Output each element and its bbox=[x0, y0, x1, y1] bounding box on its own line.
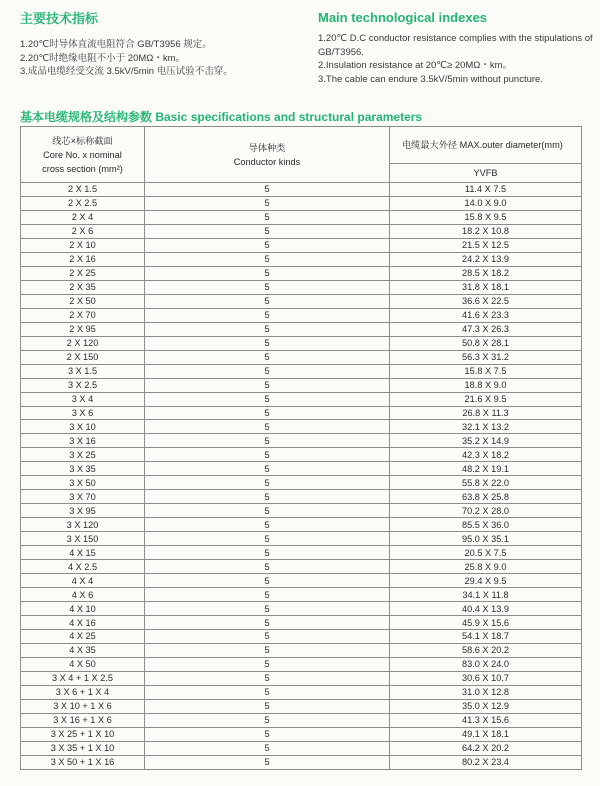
cell-outer-diameter: 11.4 X 7.5 bbox=[390, 183, 582, 197]
cell-core-section: 4 X 16 bbox=[21, 616, 145, 630]
table-row bbox=[21, 252, 582, 266]
header-conductor-en: Conductor kinds bbox=[233, 156, 301, 167]
cell-conductor-kind: 5 bbox=[145, 532, 390, 546]
header-type: YVFB bbox=[390, 164, 582, 183]
table-row bbox=[21, 713, 582, 727]
table-row bbox=[21, 741, 582, 755]
table-row bbox=[21, 406, 582, 420]
cell-core-section: 2 X 6 bbox=[21, 224, 145, 238]
header-core-en: Core No. x nominal bbox=[43, 149, 122, 160]
cell-conductor-kind: 5 bbox=[145, 308, 390, 322]
table-row bbox=[21, 546, 582, 560]
cell-core-section: 3 X 70 bbox=[21, 490, 145, 504]
cell-outer-diameter: 36.6 X 22.5 bbox=[390, 294, 582, 308]
table-row bbox=[21, 657, 582, 671]
cell-outer-diameter: 21.5 X 12.5 bbox=[390, 238, 582, 252]
table-row bbox=[21, 476, 582, 490]
cell-core-section: 2 X 35 bbox=[21, 280, 145, 294]
tech-index-en-2: 2.Insulation resistance at 20℃≥ 20MΩ・km。 bbox=[318, 60, 513, 72]
cell-outer-diameter: 31.0 X 12.8 bbox=[390, 685, 582, 699]
table-row bbox=[21, 196, 582, 210]
table-row bbox=[21, 727, 582, 741]
cell-outer-diameter: 64.2 X 20.2 bbox=[390, 741, 582, 755]
cell-conductor-kind: 5 bbox=[145, 322, 390, 336]
table-row bbox=[21, 392, 582, 406]
cell-conductor-kind: 5 bbox=[145, 616, 390, 630]
cell-core-section: 3 X 95 bbox=[21, 504, 145, 518]
cell-core-section: 3 X 16 bbox=[21, 434, 145, 448]
cell-core-section: 2 X 50 bbox=[21, 294, 145, 308]
cell-conductor-kind: 5 bbox=[145, 183, 390, 197]
cell-core-section: 4 X 25 bbox=[21, 630, 145, 644]
cell-core-section: 4 X 6 bbox=[21, 588, 145, 602]
table-row bbox=[21, 699, 582, 713]
cell-core-section: 4 X 2.5 bbox=[21, 560, 145, 574]
table-row bbox=[21, 560, 582, 574]
cell-conductor-kind: 5 bbox=[145, 727, 390, 741]
cell-conductor-kind: 5 bbox=[145, 657, 390, 671]
cell-core-section: 3 X 1.5 bbox=[21, 364, 145, 378]
table-row bbox=[21, 602, 582, 616]
table-row bbox=[21, 574, 582, 588]
table-row bbox=[21, 434, 582, 448]
cell-conductor-kind: 5 bbox=[145, 210, 390, 224]
cell-conductor-kind: 5 bbox=[145, 280, 390, 294]
header-conductor-zh: 导体种类 bbox=[248, 142, 286, 153]
cell-outer-diameter: 14.0 X 9.0 bbox=[390, 196, 582, 210]
cell-conductor-kind: 5 bbox=[145, 238, 390, 252]
table-row bbox=[21, 336, 582, 350]
cell-conductor-kind: 5 bbox=[145, 350, 390, 364]
header-max-diameter: 电缆最大外径 MAX.outer diameter(mm) bbox=[390, 127, 582, 164]
table-row bbox=[21, 238, 582, 252]
tech-index-en-1: 1.20℃ D.C conductor resistance complies with the stipulations of GB/T3956. bbox=[318, 33, 593, 58]
table-row bbox=[21, 210, 582, 224]
cell-core-section: 2 X 4 bbox=[21, 210, 145, 224]
cell-conductor-kind: 5 bbox=[145, 560, 390, 574]
table-row bbox=[21, 448, 582, 462]
cell-outer-diameter: 20.5 X 7.5 bbox=[390, 546, 582, 560]
cell-core-section: 2 X 16 bbox=[21, 252, 145, 266]
cell-outer-diameter: 28.5 X 18.2 bbox=[390, 266, 582, 280]
table-row bbox=[21, 294, 582, 308]
cell-conductor-kind: 5 bbox=[145, 294, 390, 308]
cell-conductor-kind: 5 bbox=[145, 671, 390, 685]
cell-core-section: 3 X 35 + 1 X 10 bbox=[21, 741, 145, 755]
cell-core-section: 3 X 150 bbox=[21, 532, 145, 546]
table-row bbox=[21, 490, 582, 504]
cell-outer-diameter: 70.2 X 28.0 bbox=[390, 504, 582, 518]
tech-index-zh-3: 3.成品电缆经受交流 3.5kV/5min 电压试验不击穿。 bbox=[20, 66, 233, 78]
cell-outer-diameter: 50.8 X 28.1 bbox=[390, 336, 582, 350]
cell-conductor-kind: 5 bbox=[145, 336, 390, 350]
cell-outer-diameter: 32.1 X 13.2 bbox=[390, 420, 582, 434]
cell-core-section: 3 X 16 + 1 X 6 bbox=[21, 713, 145, 727]
cell-outer-diameter: 21.6 X 9.5 bbox=[390, 392, 582, 406]
cell-conductor-kind: 5 bbox=[145, 224, 390, 238]
cell-conductor-kind: 5 bbox=[145, 546, 390, 560]
table-row bbox=[21, 420, 582, 434]
cell-conductor-kind: 5 bbox=[145, 448, 390, 462]
cell-core-section: 3 X 4 bbox=[21, 392, 145, 406]
table-row bbox=[21, 322, 582, 336]
cell-conductor-kind: 5 bbox=[145, 574, 390, 588]
cell-conductor-kind: 5 bbox=[145, 518, 390, 532]
cell-outer-diameter: 31.8 X 18.1 bbox=[390, 280, 582, 294]
table-row bbox=[21, 616, 582, 630]
header-conductor bbox=[145, 127, 390, 183]
cell-outer-diameter: 29.4 X 9.5 bbox=[390, 574, 582, 588]
cell-outer-diameter: 80.2 X 23.4 bbox=[390, 755, 582, 769]
spec-table bbox=[20, 126, 582, 770]
header-core-zh: 线芯×标称截面 bbox=[52, 135, 113, 146]
cell-outer-diameter: 18.2 X 10.8 bbox=[390, 224, 582, 238]
table-title: 基本电缆规格及结构参数 Basic specifications and structural parameters bbox=[20, 110, 423, 124]
cell-conductor-kind: 5 bbox=[145, 490, 390, 504]
cell-outer-diameter: 85.5 X 36.0 bbox=[390, 518, 582, 532]
cell-conductor-kind: 5 bbox=[145, 252, 390, 266]
cell-outer-diameter: 35.0 X 12.9 bbox=[390, 699, 582, 713]
cell-core-section: 3 X 25 + 1 X 10 bbox=[21, 727, 145, 741]
cell-core-section: 3 X 35 bbox=[21, 462, 145, 476]
spec-table-body bbox=[21, 183, 582, 770]
cell-core-section: 3 X 2.5 bbox=[21, 378, 145, 392]
cell-outer-diameter: 15.8 X 9.5 bbox=[390, 210, 582, 224]
cell-core-section: 3 X 120 bbox=[21, 518, 145, 532]
cell-outer-diameter: 45.9 X 15.6 bbox=[390, 616, 582, 630]
cell-outer-diameter: 55.8 X 22.0 bbox=[390, 476, 582, 490]
table-row bbox=[21, 280, 582, 294]
cell-outer-diameter: 95.0 X 35.1 bbox=[390, 532, 582, 546]
cell-core-section: 4 X 15 bbox=[21, 546, 145, 560]
table-row bbox=[21, 183, 582, 197]
table-row bbox=[21, 643, 582, 657]
cell-outer-diameter: 18.8 X 9.0 bbox=[390, 378, 582, 392]
cell-core-section: 3 X 4 + 1 X 2.5 bbox=[21, 671, 145, 685]
cell-conductor-kind: 5 bbox=[145, 420, 390, 434]
table-row bbox=[21, 630, 582, 644]
cell-outer-diameter: 15.8 X 7.5 bbox=[390, 364, 582, 378]
cell-core-section: 2 X 25 bbox=[21, 266, 145, 280]
tech-index-zh-2: 2.20℃时绝缘电阻不小于 20MΩ・km。 bbox=[20, 52, 186, 64]
cell-conductor-kind: 5 bbox=[145, 602, 390, 616]
cell-outer-diameter: 30.6 X 10.7 bbox=[390, 671, 582, 685]
cell-conductor-kind: 5 bbox=[145, 713, 390, 727]
cell-conductor-kind: 5 bbox=[145, 643, 390, 657]
section-title-zh: 主要技术指标 bbox=[20, 11, 99, 26]
table-row bbox=[21, 504, 582, 518]
cell-core-section: 2 X 2.5 bbox=[21, 196, 145, 210]
cell-outer-diameter: 24.2 X 13.9 bbox=[390, 252, 582, 266]
cell-outer-diameter: 47.3 X 26.3 bbox=[390, 322, 582, 336]
cell-outer-diameter: 40.4 X 13.9 bbox=[390, 602, 582, 616]
tech-index-zh-1: 1.20℃时导体直流电阻符合 GB/T3956 规定。 bbox=[20, 39, 212, 50]
table-row bbox=[21, 518, 582, 532]
cell-core-section: 2 X 120 bbox=[21, 336, 145, 350]
header-core-section bbox=[21, 127, 145, 183]
tech-indexes-zh bbox=[20, 38, 233, 79]
cell-conductor-kind: 5 bbox=[145, 266, 390, 280]
table-row bbox=[21, 685, 582, 699]
table-row bbox=[21, 364, 582, 378]
cell-core-section: 3 X 25 bbox=[21, 448, 145, 462]
table-row bbox=[21, 462, 582, 476]
table-row bbox=[21, 588, 582, 602]
table-row bbox=[21, 378, 582, 392]
table-row bbox=[21, 350, 582, 364]
cell-core-section: 3 X 6 bbox=[21, 406, 145, 420]
cell-core-section: 3 X 10 bbox=[21, 420, 145, 434]
table-row bbox=[21, 755, 582, 769]
cell-core-section: 2 X 10 bbox=[21, 238, 145, 252]
cell-conductor-kind: 5 bbox=[145, 741, 390, 755]
table-row bbox=[21, 266, 582, 280]
cell-core-section: 4 X 4 bbox=[21, 574, 145, 588]
table-row bbox=[21, 671, 582, 685]
cell-core-section: 4 X 35 bbox=[21, 643, 145, 657]
cell-outer-diameter: 48.2 X 19.1 bbox=[390, 462, 582, 476]
cell-conductor-kind: 5 bbox=[145, 434, 390, 448]
cell-conductor-kind: 5 bbox=[145, 378, 390, 392]
cell-conductor-kind: 5 bbox=[145, 588, 390, 602]
cell-core-section: 3 X 50 bbox=[21, 476, 145, 490]
cell-core-section: 2 X 70 bbox=[21, 308, 145, 322]
tech-index-en-3: 3.The cable can endure 3.5kV/5min without puncture. bbox=[318, 73, 543, 85]
cell-core-section: 3 X 50 + 1 X 16 bbox=[21, 755, 145, 769]
cell-outer-diameter: 42.3 X 18.2 bbox=[390, 448, 582, 462]
cell-conductor-kind: 5 bbox=[145, 630, 390, 644]
cell-core-section: 4 X 10 bbox=[21, 602, 145, 616]
cell-outer-diameter: 25.8 X 9.0 bbox=[390, 560, 582, 574]
cell-core-section: 3 X 6 + 1 X 4 bbox=[21, 685, 145, 699]
tech-indexes-en bbox=[318, 32, 594, 86]
cell-outer-diameter: 49.1 X 18.1 bbox=[390, 727, 582, 741]
table-row bbox=[21, 224, 582, 238]
header-core-unit: cross section (mm²) bbox=[42, 163, 123, 174]
cell-core-section: 2 X 95 bbox=[21, 322, 145, 336]
cell-outer-diameter: 54.1 X 18.7 bbox=[390, 630, 582, 644]
cell-outer-diameter: 35.2 X 14.9 bbox=[390, 434, 582, 448]
cell-core-section: 2 X 150 bbox=[21, 350, 145, 364]
cell-core-section: 3 X 10 + 1 X 6 bbox=[21, 699, 145, 713]
cell-outer-diameter: 83.0 X 24.0 bbox=[390, 657, 582, 671]
cell-outer-diameter: 41.6 X 23.3 bbox=[390, 308, 582, 322]
table-row bbox=[21, 308, 582, 322]
cell-outer-diameter: 41.3 X 15.6 bbox=[390, 713, 582, 727]
cell-outer-diameter: 58.6 X 20.2 bbox=[390, 643, 582, 657]
cell-conductor-kind: 5 bbox=[145, 685, 390, 699]
cell-outer-diameter: 56.3 X 31.2 bbox=[390, 350, 582, 364]
cell-conductor-kind: 5 bbox=[145, 196, 390, 210]
cell-conductor-kind: 5 bbox=[145, 755, 390, 769]
cell-conductor-kind: 5 bbox=[145, 406, 390, 420]
cell-conductor-kind: 5 bbox=[145, 699, 390, 713]
cell-outer-diameter: 63.8 X 25.8 bbox=[390, 490, 582, 504]
cell-outer-diameter: 34.1 X 11.8 bbox=[390, 588, 582, 602]
cell-conductor-kind: 5 bbox=[145, 392, 390, 406]
cell-core-section: 4 X 50 bbox=[21, 657, 145, 671]
cell-conductor-kind: 5 bbox=[145, 476, 390, 490]
cell-conductor-kind: 5 bbox=[145, 364, 390, 378]
cell-conductor-kind: 5 bbox=[145, 462, 390, 476]
cell-core-section: 2 X 1.5 bbox=[21, 183, 145, 197]
section-title-en: Main technological indexes bbox=[318, 10, 488, 25]
cell-conductor-kind: 5 bbox=[145, 504, 390, 518]
table-row bbox=[21, 532, 582, 546]
cell-outer-diameter: 26.8 X 11.3 bbox=[390, 406, 582, 420]
